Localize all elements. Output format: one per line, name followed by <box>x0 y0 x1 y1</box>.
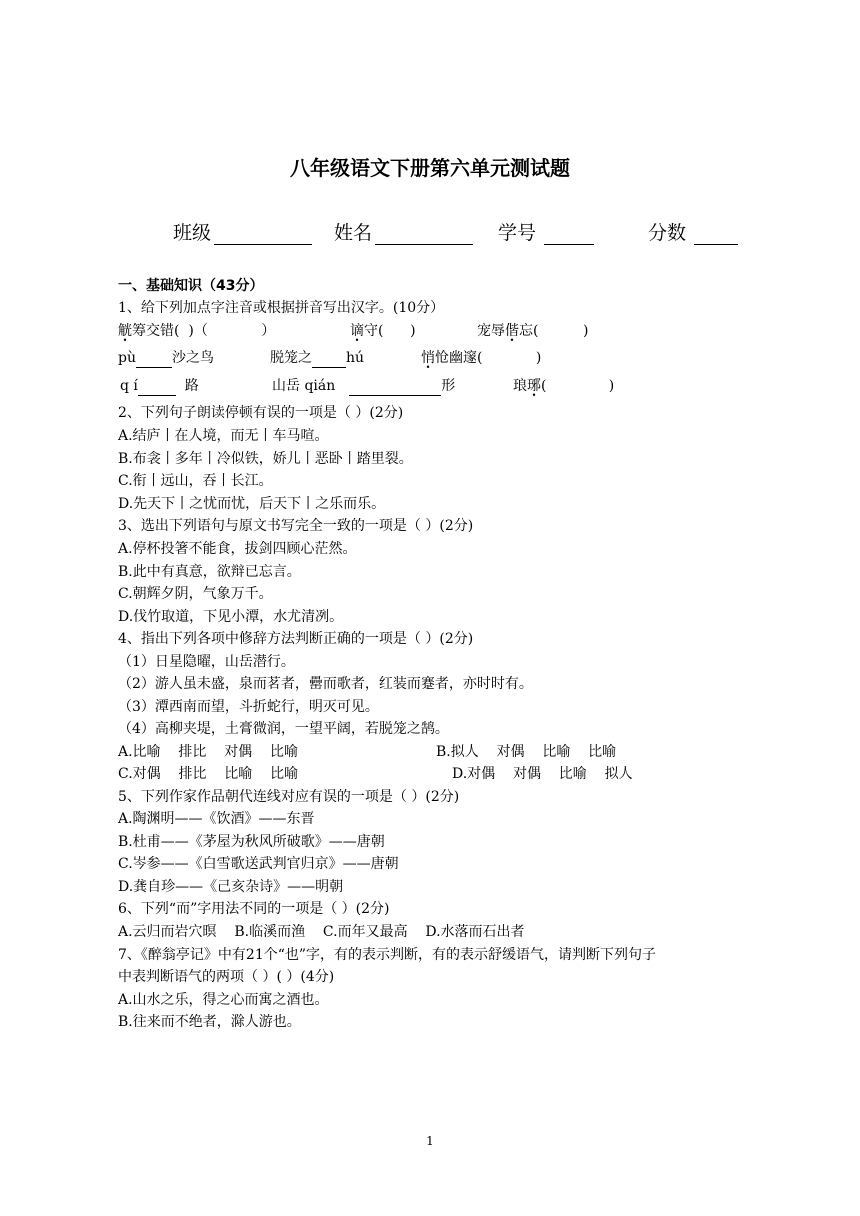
q3-stem: 3、选出下列语句与原文书写完全一致的一项是（ ）(2分) <box>118 518 474 534</box>
class-label: 班级 <box>173 222 212 244</box>
score-field <box>648 218 738 245</box>
pinyin: pù <box>118 350 136 366</box>
q1-row1-b <box>350 321 416 341</box>
q4-item-2: （2）游人虽未盛，泉而茗者，罍而歌者，红装而蹇者，亦时时有。 <box>118 676 533 692</box>
q6-options: A.云归而岩穴暝 B.临溪而渔 C.而年又最高 D.水落而石出者 <box>118 924 525 940</box>
q1-row3-b <box>272 376 455 396</box>
q1-row2-c <box>421 348 541 368</box>
page-title: 八年级语文下册第六单元测试题 <box>290 156 570 180</box>
q1-row2-a <box>118 348 214 368</box>
dotted-char: 偕 <box>505 323 519 339</box>
answer-blank[interactable] <box>349 379 441 396</box>
q3-option-b: B.此中有真意，欲辩已忘言。 <box>118 564 301 580</box>
q2-option-d: D.先天下丨之忧而忧，后天下丨之乐而乐。 <box>118 496 386 512</box>
q1-row1-c-blank[interactable]: 忘( ) <box>519 323 589 339</box>
answer-blank[interactable] <box>312 351 346 368</box>
name-field <box>334 218 473 245</box>
q3-option-d: D.伐竹取道，下见小潭，水尤清冽。 <box>118 609 344 625</box>
number-blank[interactable] <box>544 224 594 245</box>
q7-stem-line1: 7、《醉翁亭记》中有21个“也”字，有的表示判断，有的表示舒缓语气，请判断下列句子 <box>118 947 657 963</box>
q7-option-b: B.往来而不绝者，滁人游也。 <box>118 1014 301 1030</box>
q1-row3-c-blank[interactable]: ( ) <box>541 378 615 394</box>
q1-stem: 1、给下列加点字注音或根据拼音写出汉字。(10分） <box>118 300 445 316</box>
q3-option-a: A.停杯投箸不能食，拔剑四顾心茫然。 <box>118 541 357 557</box>
q1-row2-a-post: 沙之鸟 <box>171 350 214 366</box>
section-heading: 一、基础知识（43分） <box>118 278 264 294</box>
q4-option-c: C.对偶 排比 比喻 比喻 <box>118 766 299 782</box>
q1-row3-a-post: 路 <box>175 378 199 394</box>
pinyin: q í <box>120 378 138 394</box>
number-field <box>498 218 594 245</box>
q2-option-c: C.衔丨远山，吞丨长江。 <box>118 473 273 489</box>
q4-option-b: B.拟人 对偶 比喻 比喻 <box>436 744 617 760</box>
q4-item-3: （3）潭西南而望，斗折蛇行，明灭可见。 <box>118 699 379 715</box>
q1-row2-b-pre: 脱笼之 <box>270 350 312 366</box>
name-blank[interactable] <box>375 224 473 245</box>
name-label: 姓名 <box>334 222 373 244</box>
q1-row3-b-post: 形 <box>441 378 456 394</box>
class-field <box>173 218 312 245</box>
q1-row1-a-blanks[interactable]: )（ ） <box>179 323 276 339</box>
q7-option-a: A.山水之乐，得之心而寓之酒也。 <box>118 992 329 1008</box>
q2-option-b: B.布衾丨多年丨冷似铁，娇儿丨恶卧丨踏里裂。 <box>118 451 413 467</box>
pinyin: 山岳 qián <box>272 378 336 394</box>
q1-row3-c-pre: 琅 <box>513 378 527 394</box>
q5-option-a: A.陶渊明——《饮酒》——东晋 <box>118 811 315 827</box>
q4-stem: 4、指出下列各项中修辞方法判断正确的一项是（ ）(2分) <box>118 631 474 647</box>
q1-row2-b <box>270 348 364 368</box>
score-label: 分数 <box>648 222 687 244</box>
q1-row1-a <box>118 321 275 341</box>
q1-row1-c-pre: 宠辱 <box>477 323 505 339</box>
q1-row3-c <box>513 376 614 396</box>
q1-row1-a-text: 筹交错( <box>132 323 180 339</box>
q5-option-c: C.岑参——《白雪歌送武判官归京》——唐朝 <box>118 856 399 872</box>
dotted-char: 悄 <box>421 350 435 366</box>
answer-blank[interactable] <box>138 379 176 396</box>
score-blank[interactable] <box>694 224 738 245</box>
q1-row1-c <box>477 321 588 341</box>
q3-option-c: C.朝辉夕阴，气象万千。 <box>118 586 273 602</box>
page-number: 1 <box>426 1134 434 1148</box>
q7-stem-line2: 中表判断语气的两项（ ）( ）(4分) <box>118 969 335 985</box>
q5-option-b: B.杜甫——《茅屋为秋风所破歌》——唐朝 <box>118 834 385 850</box>
q1-row2-c-blank[interactable]: 怆幽邃( ) <box>435 350 542 366</box>
q4-option-d: D.对偶 对偶 比喻 拟人 <box>452 766 633 782</box>
q1-row3-a <box>120 376 199 396</box>
dotted-char: 觥 <box>118 323 132 339</box>
answer-blank[interactable] <box>136 351 172 368</box>
q2-option-a: A.结庐丨在人境，而无丨车马喧。 <box>118 428 329 444</box>
dotted-char: 谪 <box>350 323 364 339</box>
dotted-char: 琊 <box>527 378 541 394</box>
pinyin: hú <box>346 350 365 366</box>
q4-item-1: （1）日星隐曜，山岳潜行。 <box>118 654 295 670</box>
q5-stem: 5、下列作家作品朝代连线对应有误的一项是（ ）(2分) <box>118 789 460 805</box>
q4-option-a: A.比喻 排比 对偶 比喻 <box>118 744 298 760</box>
q5-option-d: D.龚自珍——《己亥杂诗》——明朝 <box>118 879 344 895</box>
number-label: 学号 <box>498 222 537 244</box>
q4-item-4: （4）高柳夹堤，土膏微润，一望平阔，若脱笼之鹄。 <box>118 721 449 737</box>
q6-stem: 6、下列“而”字用法不同的一项是（ ）(2分) <box>118 901 390 917</box>
q2-stem: 2、下列句子朗读停顿有误的一项是（ ）(2分) <box>118 405 404 421</box>
q1-row1-b-blank[interactable]: 守( ) <box>364 323 416 339</box>
class-blank[interactable] <box>214 224 312 245</box>
